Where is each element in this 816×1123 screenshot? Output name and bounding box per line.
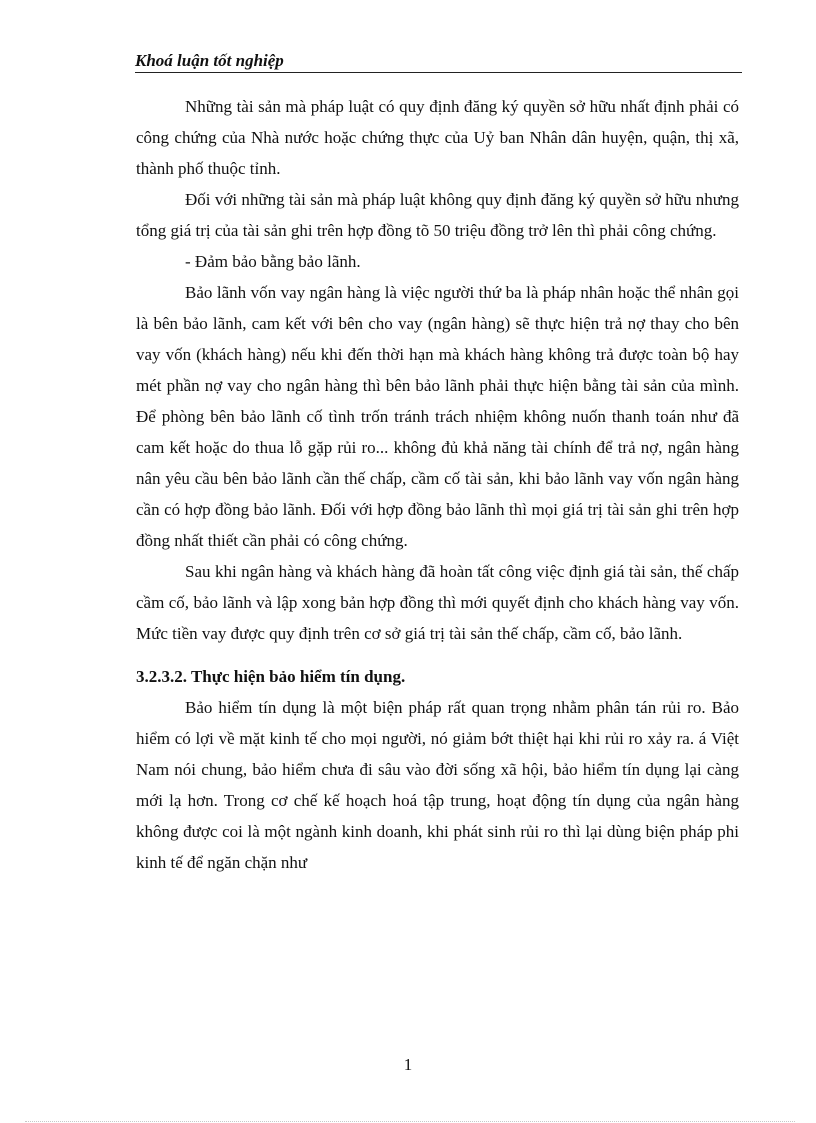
page-number: 1 xyxy=(403,1055,413,1074)
section-heading: 3.2.3.2. Thực hiện bảo hiểm tín dụng. xyxy=(136,667,406,686)
paragraph-unregistered-assets: Đối với những tài sản mà pháp luật không quy định đăng ký quyền sở hữu nhưng tổng giá trị của tài sản ghi trên hợp đồng tõ 50 triệu đồng trở lên thì phải công chứng. xyxy=(136,190,739,240)
document-body xyxy=(136,91,739,878)
page-bottom-divider xyxy=(25,1121,795,1122)
paragraph-guarantee-definition: Bảo lãnh vốn vay ngân hàng là việc người thứ ba là pháp nhân hoặc thể nhân gọi là bên bảo lãnh, cam kết với bên cho vay (ngân hàng) sẽ thực hiện trả nợ thay cho bên vay vốn (khách hàng) nếu khi đến thời hạn mà khách hàng không trả được toàn bộ hay mét phần nợ vay cho ngân hàng thì bên bảo lãnh phải thực hiện bằng tài sản của mình. Để phòng bên bảo lãnh cố tình trốn tránh trách nhiệm không nuốn thanh toán như đã cam kết hoặc do thua lỗ gặp rủi ro... không đủ khả năng tài chính để trả nợ, ngân hàng nân yêu cầu bên bảo lãnh cần thế chấp, cầm cố tài sản, khi bảo lãnh vay vốn ngân hàng cần có hợp đồng bảo lãnh. Đối với hợp đồng bảo lãnh thì mọi giá trị tài sản ghi trên hợp đồng nhất thiết cần phải có công chứng. xyxy=(136,283,739,550)
bullet-guarantee: - Đảm bảo bằng bảo lãnh. xyxy=(185,252,361,271)
paragraph-registered-assets: Những tài sản mà pháp luật có quy định đăng ký quyền sở hữu nhất định phải có công chứng của Nhà nước hoặc chứng thực của Uỷ ban Nhân dân huyện, quận, thị xã, thành phố thuộc tỉnh. xyxy=(136,97,739,178)
paragraph-credit-insurance: Bảo hiểm tín dụng là một biện pháp rất quan trọng nhằm phân tán rủi ro. Bảo hiểm có lợi về mặt kinh tế cho mọi người, nó giảm bớt thiệt hại khi rủi ro xảy ra. á Việt Nam nói chung, bảo hiểm chưa đi sâu vào đời sống xã hội, bảo hiểm tín dụng lại càng mới lạ hơn. Trong cơ chế kế hoạch hoá tập trung, hoạt động tín dụng của ngân hàng không được coi là một ngành kinh doanh, khi phát sinh rủi ro thì lại dùng biện pháp phi kinh tế để ngăn chặn như xyxy=(136,698,739,872)
header-title: Khoá luận tốt nghiệp xyxy=(135,51,284,70)
page-header xyxy=(135,50,742,73)
paragraph-loan-decision: Sau khi ngân hàng và khách hàng đã hoàn tất công việc định giá tài sản, thế chấp cầm cố, bảo lãnh và lập xong bản hợp đồng thì mới quyết định cho khách hàng vay vốn. Mức tiền vay được quy định trên cơ sở giá trị tài sản thế chấp, cầm cố, bảo lãnh. xyxy=(136,562,739,643)
